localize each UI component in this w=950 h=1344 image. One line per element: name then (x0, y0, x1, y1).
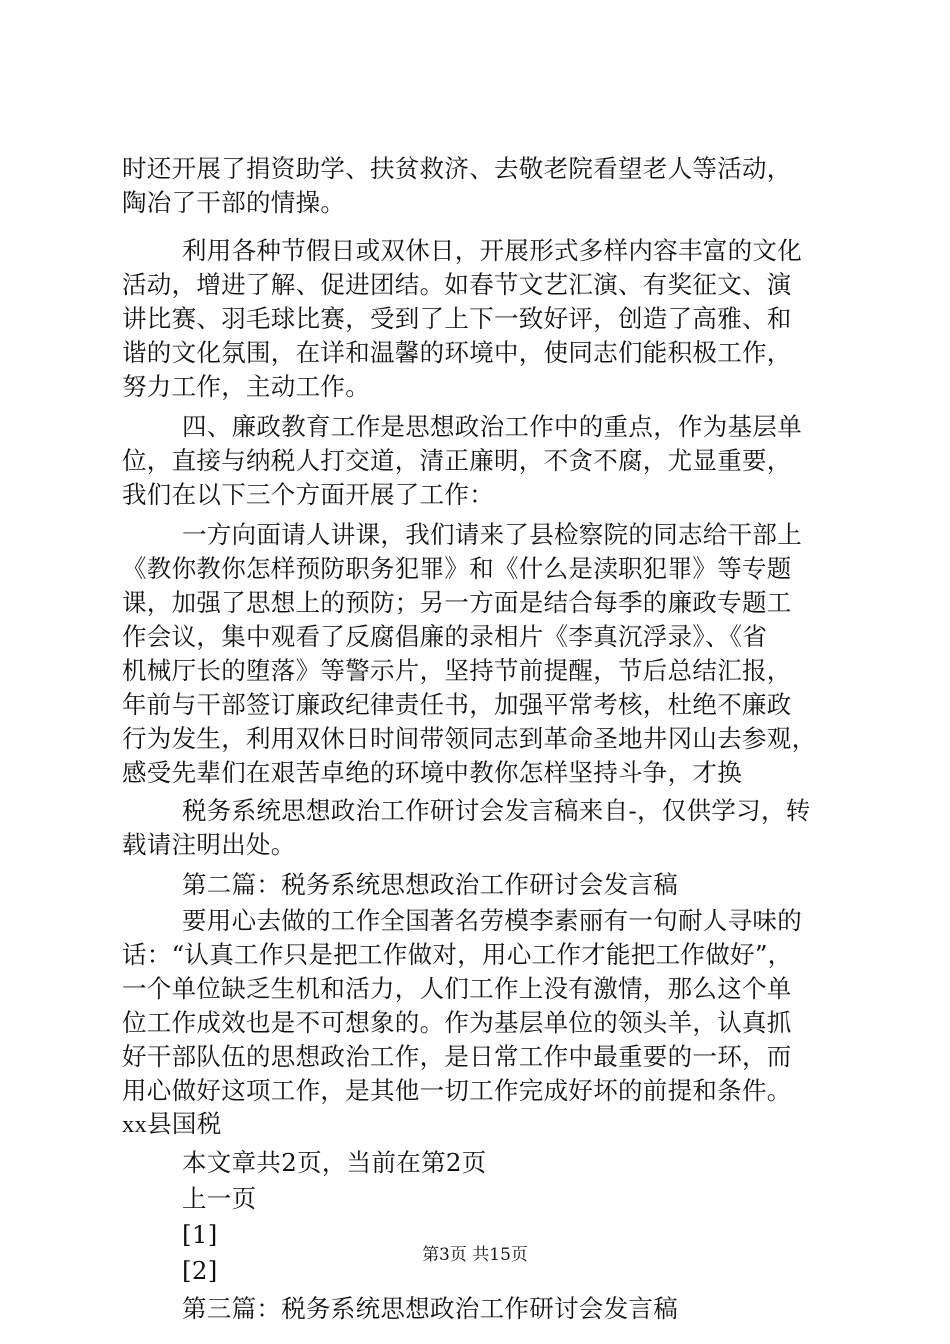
page-link-2[interactable]: [2] (182, 1256, 218, 1285)
text-line: 时还开展了捐资助学、扶贫救济、去敬老院看望老人等活动， (122, 154, 792, 183)
text-line: 话：“认真工作只是把工作做对，用心工作才能把工作做好”， (122, 940, 793, 969)
pagination-info: 本文章共2页，当前在第2页 (182, 1148, 487, 1177)
text-line: 位工作成效也是不可想象的。作为基层单位的领头羊，认真抓 (122, 1008, 792, 1037)
text-line: 载请注明出处。 (122, 830, 296, 859)
text-line: 用心做好这项工作，是其他一切工作完成好坏的前提和条件。 (122, 1076, 792, 1105)
section-heading: 第三篇：税务系统思想政治工作研讨会发言稿 (182, 1294, 678, 1323)
page-footer: 第3页 共15页 (422, 1245, 528, 1265)
text-line: 《教你教你怎样预防职务犯罪》和《什么是渎职犯罪》等专题 (122, 554, 792, 583)
text-line: 利用各种节假日或双休日，开展形式多样内容丰富的文化 (182, 236, 802, 265)
text-line: 讲比赛、羽毛球比赛，受到了上下一致好评，创造了高雅、和 (122, 304, 792, 333)
text-line: 税务系统思想政治工作研讨会发言稿来自-，仅供学习，转 (182, 796, 811, 825)
text-line: 位，直接与纳税人打交道，清正廉明，不贪不腐，尤显重要， (122, 446, 792, 475)
text-line: 一个单位缺乏生机和活力，人们工作上没有激情，那么这个单 (122, 974, 792, 1003)
text-line: 课，加强了思想上的预防；另一方面是结合每季的廉政专题工 (122, 588, 792, 617)
page-link-1[interactable]: [1] (182, 1220, 218, 1249)
text-line: 谐的文化氛围，在详和温馨的环境中，使同志们能积极工作， (122, 338, 792, 367)
section-heading: 第二篇：税务系统思想政治工作研讨会发言稿 (182, 870, 678, 899)
text-line: 我们在以下三个方面开展了工作： (122, 480, 494, 509)
text-line: 陶冶了干部的情操。 (122, 188, 346, 217)
text-line: 机械厅长的堕落》等警示片，坚持节前提醒，节后总结汇报， (122, 656, 792, 685)
text-line: 努力工作，主动工作。 (122, 372, 370, 401)
text-line: 年前与干部签订廉政纪律责任书，加强平常考核，杜绝不廉政 (122, 690, 792, 719)
text-line: 行为发生，利用双休日时间带领同志到革命圣地井冈山去参观， (122, 724, 817, 753)
text-line: xx县国税 (122, 1111, 222, 1138)
text-line: 一方向面请人讲课，我们请来了县检察院的同志给干部上 (182, 520, 802, 549)
text-line: 活动，增进了解、促进团结。如春节文艺汇演、有奖征文、演 (122, 270, 792, 299)
text-line: 感受先辈们在艰苦卓绝的环境中教你怎样坚持斗争，才换 (122, 758, 742, 787)
text-line: 四、廉政教育工作是思想政治工作中的重点，作为基层单 (182, 412, 802, 441)
text-line: 要用心去做的工作全国著名劳模李素丽有一句耐人寻味的 (182, 906, 802, 935)
text-line: 作会议，集中观看了反腐倡廉的录相片《李真沉浮录》、《省 (122, 622, 768, 651)
prev-page-link[interactable]: 上一页 (182, 1184, 257, 1213)
text-line: 好干部队伍的思想政治工作，是日常工作中最重要的一环，而 (122, 1042, 792, 1071)
